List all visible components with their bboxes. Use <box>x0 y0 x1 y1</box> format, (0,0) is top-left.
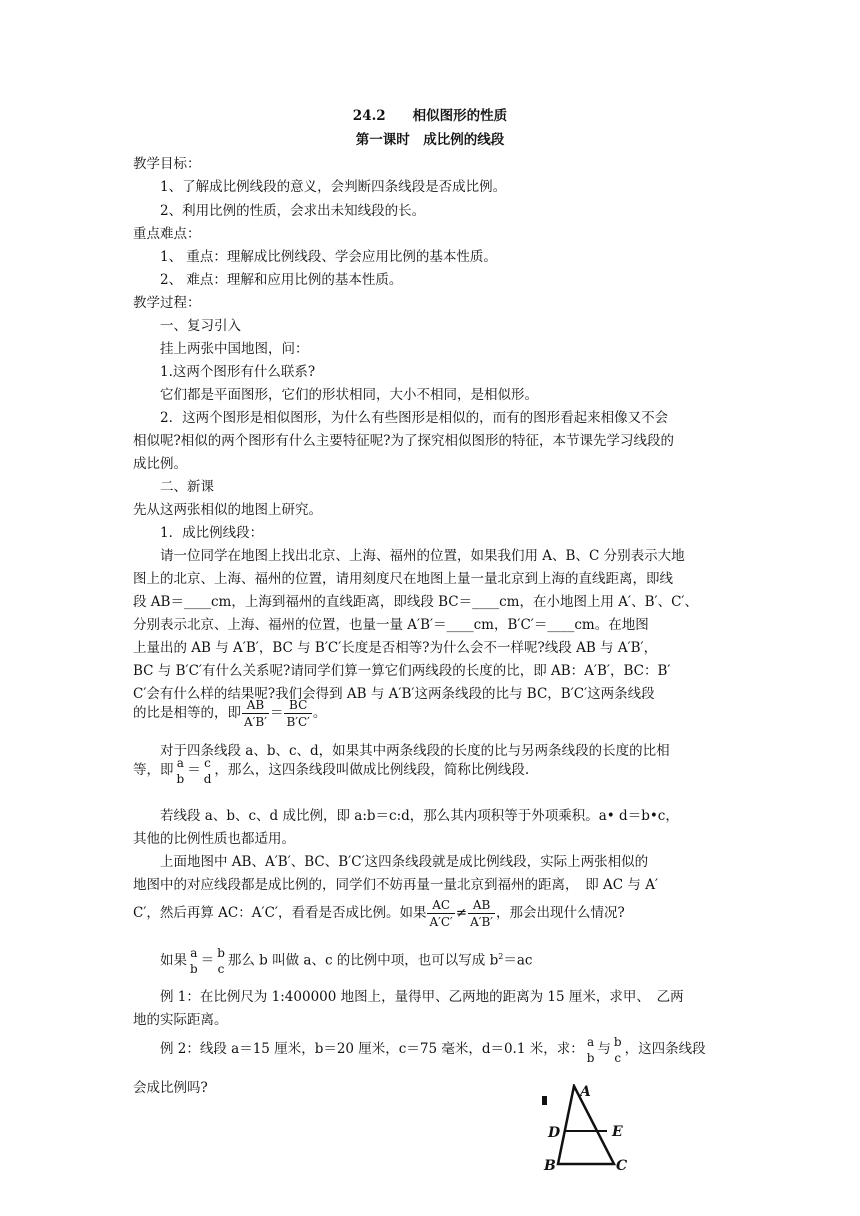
body-text: ＝ac <box>503 952 533 969</box>
lesson-subtitle: 第一课时 成比例的线段 <box>355 132 505 148</box>
body-line: 图上的北京、上海、福州的位置，请用刻度尺在地图上量一量北京到上海的直线距离，即线 <box>133 571 673 587</box>
fraction-numerator: BC <box>284 698 311 714</box>
fraction <box>585 1035 597 1065</box>
vertex-label-b: B <box>544 1158 556 1174</box>
triangle-figure <box>536 1084 646 1174</box>
body-line: 1.这两个图形有什么联系? <box>160 364 316 380</box>
fraction-denominator: b <box>586 1050 595 1065</box>
vertex-label-d: D <box>548 1125 561 1141</box>
body-line: C′会有什么样的结果呢?我们会得到 AB 与 A′B′这两条线段的比与 BC，B′C′这两条线段 <box>133 686 655 702</box>
not-equal-sign: ≠ <box>455 905 468 921</box>
vertex-label-e: E <box>612 1124 623 1140</box>
definition-line <box>133 755 529 786</box>
fraction-denominator: A′B′ <box>244 715 267 729</box>
body-text: 如果 <box>160 952 187 969</box>
objective-item: 2、利用比例的性质，会求出未知线段的长。 <box>160 203 426 219</box>
example-line: 地的实际距离。 <box>133 1012 228 1028</box>
fraction-denominator: c <box>614 1050 622 1065</box>
body-line: 分别表示北京、上海、福州的位置，也量一量 A′B′＝____cm，B′C′＝____cm。在地图 <box>133 617 649 633</box>
fraction <box>215 946 227 976</box>
body-line: 地图中的对应线段都是成比例的，同学们不妨再量一量北京到福州的距离， 即 AC 与 A′ <box>133 877 659 893</box>
body-line: 上量出的 AB 与 A′B′，BC 与 B′C′长度是否相等?为什么会不一样呢?线段 AB 与 A′B′， <box>133 640 658 656</box>
vertex-label-c: C <box>616 1158 628 1174</box>
body-text: 等，即 <box>133 762 174 778</box>
equals-sign: ＝ <box>269 705 284 721</box>
body-text: C′，然后再算 AC：A′C′，看看是否成比例。如果 <box>133 905 427 921</box>
body-text: 与 <box>597 1041 611 1057</box>
equals-sign: ＝ <box>200 952 215 969</box>
fraction <box>284 698 311 729</box>
example2-line <box>160 1034 706 1065</box>
fraction <box>242 698 269 729</box>
fraction-numerator: a <box>176 755 184 770</box>
fraction-denominator: b <box>190 962 198 976</box>
fraction <box>427 898 454 929</box>
body-line: 2．这两个图形是相似图形，为什么有些图形是相似的，而有的图形看起来相像又不会 <box>160 410 669 426</box>
body-line: 对于四条线段 a、b、c、d，如果其中两条线段的长度的比与另两条线段的长度的比相 <box>160 743 670 759</box>
fraction-numerator: a <box>190 946 198 960</box>
body-line: 段 AB＝____cm，上海到福州的直线距离，即线段 BC＝____cm，在小地图上用 A′、B′、C′、 <box>133 594 698 610</box>
body-line: 挂上两张中国地图，问： <box>160 341 309 357</box>
fraction-numerator: a <box>587 1034 595 1049</box>
scan-mark <box>542 1096 547 1105</box>
body-line: 相似呢?相似的两个图形有什么主要特征呢?为了探究相似图形的特征，本节课先学习线段的 <box>133 433 674 449</box>
body-line: 其他的比例性质也都适用。 <box>133 831 295 847</box>
body-line: BC 与 B′C′有什么关系呢?请同学们算一算它们两线段的长度的比，即 AB：A′B′，BC：B′ <box>133 663 671 679</box>
fraction-denominator: d <box>203 771 212 786</box>
body-text: 。 <box>312 705 327 721</box>
body-line: 若线段 a、b、c、d 成比例，即 a:b＝c:d，那么其内项积等于外项乘积。a• d＝b•c， <box>160 808 679 824</box>
example-line: 会成比例吗? <box>133 1080 208 1096</box>
body-line: 上面地图中 AB、A′B′、BC、B′C′这四条线段就是成比例线段，实际上两张相似的 <box>160 854 649 870</box>
subsection-heading: 1．成比例线段： <box>160 525 264 541</box>
section-title: 24.2 相似图形的性质 <box>352 108 508 124</box>
ratio-inequality-line <box>133 898 625 929</box>
process-heading: 教学过程： <box>133 295 201 311</box>
fraction-denominator: A′B′ <box>470 915 494 929</box>
body-text: ，这四条线段 <box>624 1041 706 1057</box>
body-line: 请一位同学在地图上找出北京、上海、福州的位置，如果我们用 A、B、C 分别表示大地 <box>160 548 685 564</box>
fraction <box>175 756 187 786</box>
body-text: 那么 b 叫做 a、c 的比例中项，也可以写成 b <box>227 952 499 969</box>
fraction-denominator: B′C′ <box>286 715 310 729</box>
fraction-numerator: b <box>217 946 225 960</box>
fraction-denominator: A′C′ <box>429 915 453 929</box>
body-line: 先从这两张相似的地图上研究。 <box>133 502 322 518</box>
fraction-numerator: AB <box>468 898 495 914</box>
fraction-denominator: b <box>176 771 185 786</box>
fraction <box>612 1035 624 1065</box>
vertex-label-a: A <box>580 1084 591 1100</box>
body-line: 它们都是平面图形，它们的形状相同，大小不相同，是相似形。 <box>160 387 538 403</box>
body-text: ，那么，这四条线段叫做成比例线段，简称比例线段. <box>214 762 530 778</box>
equals-sign: ＝ <box>187 762 201 778</box>
superscript: 2 <box>498 952 504 961</box>
fraction-denominator: c <box>217 962 225 976</box>
fraction-numerator: AC <box>427 898 454 914</box>
body-line: 成比例。 <box>133 456 187 472</box>
mean-proportional-line <box>160 942 532 976</box>
fraction-numerator: b <box>613 1034 622 1049</box>
fraction-numerator: AB <box>242 698 269 714</box>
fraction <box>468 898 495 929</box>
objectives-heading: 教学目标： <box>133 156 201 172</box>
keypoint-item: 2、 难点：理解和应用比例的基本性质。 <box>160 272 403 288</box>
keypoint-item: 1、 重点：理解成比例线段、学会应用比例的基本性质。 <box>160 249 497 265</box>
body-text: 的比是相等的，即 <box>133 705 241 721</box>
new-lesson-heading: 二、新课 <box>160 479 214 495</box>
fraction-numerator: c <box>204 755 211 770</box>
ratio-equation-line <box>133 698 326 729</box>
example-line: 例 1：在比例尺为 1:400000 地图上，量得甲、乙两地的距离为 15 厘米，求甲、 乙两 <box>160 989 684 1005</box>
body-text: 例 2：线段 a＝15 厘米，b＝20 厘米，c＝75 毫米，d＝0.1 米，求： <box>160 1041 584 1057</box>
fraction <box>188 946 200 976</box>
review-heading: 一、复习引入 <box>160 318 241 334</box>
keypoints-heading: 重点难点： <box>133 226 201 242</box>
fraction <box>202 756 214 786</box>
body-text: ，那会出现什么情况? <box>496 905 625 921</box>
objective-item: 1、了解成比例线段的意义，会判断四条线段是否成比例。 <box>160 179 507 195</box>
